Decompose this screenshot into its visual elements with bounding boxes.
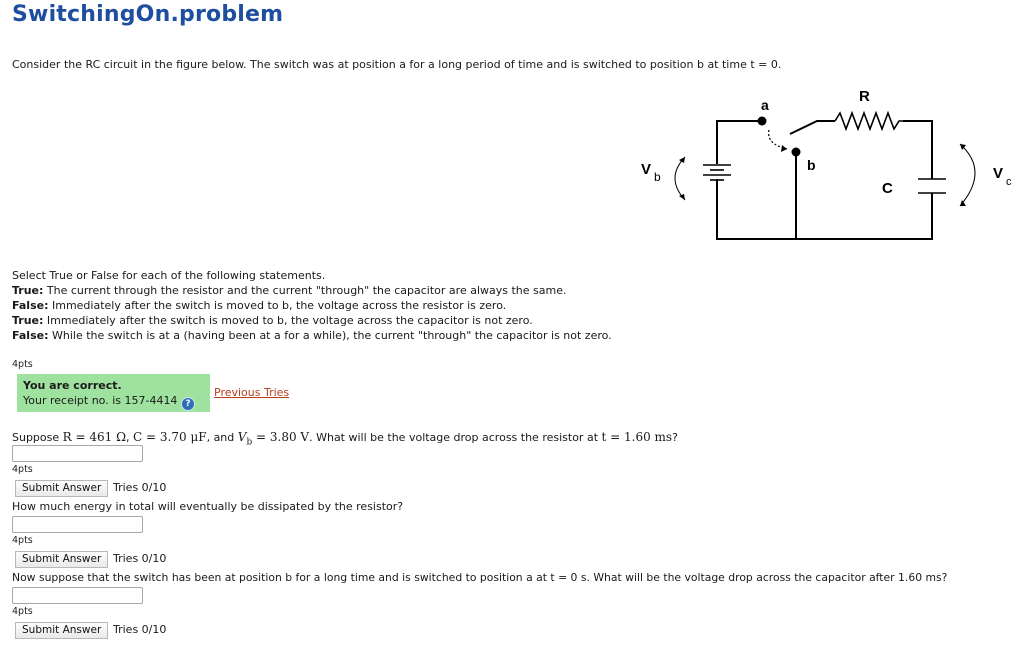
part2-answer-input[interactable] <box>12 445 143 462</box>
statement-answer: True: <box>12 284 44 297</box>
math-vb <box>237 430 310 448</box>
switch-contact-a <box>758 117 767 126</box>
wire-left-top <box>717 121 762 164</box>
part3-question: How much energy in total will eventually be dissipated by the resistor? <box>12 500 404 513</box>
q-text: What will be the voltage drop across the resistor at <box>316 431 602 444</box>
part3-submit-button[interactable]: Submit Answer <box>15 551 108 568</box>
label-b: b <box>807 157 816 173</box>
statement-2 <box>12 298 612 313</box>
statement-text: The current through the resistor and the current "through" the capacitor are always the same. <box>43 284 567 297</box>
true-false-section <box>12 268 612 343</box>
statement-answer: False: <box>12 299 49 312</box>
statement-text: While the switch is at a (having been at a for a while), the current "through" the capacitor is not zero. <box>48 329 612 342</box>
part2-tries: Tries 0/10 <box>113 481 167 494</box>
switch-blade <box>790 121 835 134</box>
q-text: . <box>309 431 317 444</box>
part4-tries: Tries 0/10 <box>113 623 167 636</box>
resistor-zigzag <box>835 113 903 129</box>
part3-tries: Tries 0/10 <box>113 552 167 565</box>
help-icon[interactable]: ? <box>181 397 195 411</box>
statement-3 <box>12 313 612 328</box>
page-title: SwitchingOn.problem <box>12 2 284 27</box>
statement-answer: False: <box>12 329 49 342</box>
label-C: C <box>882 180 893 197</box>
label-vc: V <box>993 165 1004 182</box>
statement-text: Immediately after the switch is moved to b, the voltage across the capacitor is not zero. <box>43 314 533 327</box>
math-r: R = 461 Ω <box>62 430 127 444</box>
part4-submit-button[interactable]: Submit Answer <box>15 622 108 639</box>
wire-right <box>903 121 932 179</box>
math-c: C = 3.70 μF <box>133 430 207 444</box>
vc-arrow-bottom <box>960 200 966 206</box>
statement-answer: True: <box>12 314 44 327</box>
part3-points: 4pts <box>12 535 33 546</box>
part4-question: Now suppose that the switch has been at position b for a long time and is switched to position a at t = 0 s. What will be the voltage drop across the capacitor after 1.60 ms? <box>12 571 948 584</box>
previous-tries-link[interactable]: Previous Tries <box>214 386 290 399</box>
wire-bottom <box>717 179 932 239</box>
instructions: Select True or False for each of the following statements. <box>12 269 326 282</box>
label-a: a <box>761 97 769 113</box>
statement-text: Immediately after the switch is moved to b, the voltage across the resistor is zero. <box>48 299 507 312</box>
problem-intro: Consider the RC circuit in the figure below. The switch was at position a for a long period of time and is switched to position b at time t = 0. <box>12 58 782 71</box>
receipt-line <box>23 393 204 411</box>
q-text: Suppose <box>12 431 63 444</box>
q-text: , <box>126 431 134 444</box>
label-R: R <box>859 88 870 105</box>
label-vb: V <box>641 161 652 178</box>
switch-arrow-head <box>781 145 787 152</box>
math-vb-val: = 3.80 V <box>252 430 310 444</box>
rc-circuit-figure <box>630 82 1024 247</box>
switch-travel-arc <box>769 130 787 149</box>
status-text: You are correct. <box>23 379 122 392</box>
vb-arrow-bottom <box>679 194 685 200</box>
q-text: ? <box>672 431 678 444</box>
receipt-text: Your receipt no. is 157-4414 <box>23 394 178 407</box>
vb-arc <box>675 157 685 200</box>
math-t: t = 1.60 ms <box>601 430 673 444</box>
vc-arc <box>960 144 975 206</box>
part2-points: 4pts <box>12 464 33 475</box>
statement-4 <box>12 328 612 343</box>
correct-feedback-box <box>17 374 210 412</box>
part4-answer-input[interactable] <box>12 587 143 604</box>
math-vb-sub: b <box>246 437 253 448</box>
part3-answer-input[interactable] <box>12 516 143 533</box>
math-vb-main: V <box>237 430 247 444</box>
label-vb-sub: b <box>654 170 661 184</box>
label-vc-sub: c <box>1006 176 1012 188</box>
vb-arrow-top <box>679 157 685 163</box>
statement-1 <box>12 283 612 298</box>
q-text: , and <box>206 431 238 444</box>
part2-submit-button[interactable]: Submit Answer <box>15 480 108 497</box>
switch-contact-b <box>792 148 801 157</box>
part1-points: 4pts <box>12 359 33 370</box>
part4-points: 4pts <box>12 606 33 617</box>
